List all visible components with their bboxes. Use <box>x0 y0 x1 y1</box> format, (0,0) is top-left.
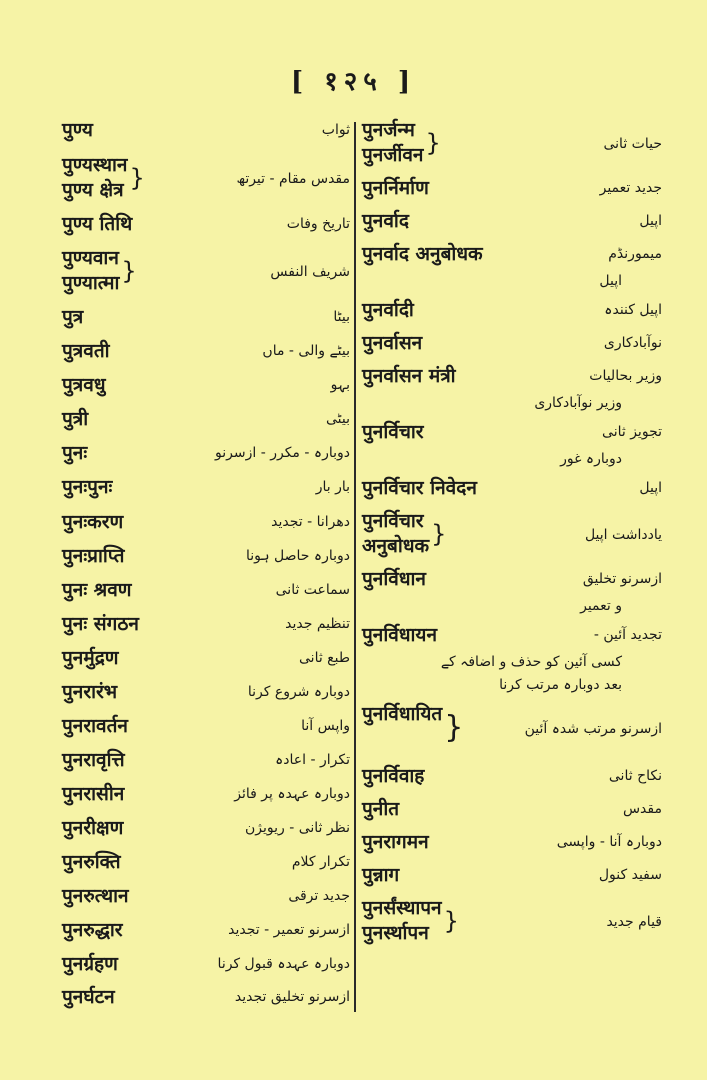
entry-terms <box>362 176 429 201</box>
entry-terms <box>362 331 422 356</box>
left-column <box>62 118 350 1018</box>
entry-terms <box>62 884 129 909</box>
entry-terms <box>62 985 115 1010</box>
urdu-gloss: ازسرنو تخلیق <box>582 571 662 587</box>
entry-terms <box>62 510 123 535</box>
dictionary-entry <box>362 863 662 888</box>
dictionary-entry <box>62 441 350 466</box>
urdu-gloss: حیات ثانی <box>603 135 662 152</box>
headword: पुनर्मुद्रण <box>62 647 119 669</box>
headword: अनुबोधक <box>362 535 430 557</box>
entry-terms <box>62 305 83 330</box>
dictionary-entry <box>62 884 350 909</box>
dictionary-entry <box>62 578 350 603</box>
urdu-gloss: دوبارہ شروع کرنا <box>247 684 350 700</box>
urdu-gloss: ازسرنو مرتب شدہ آئین <box>524 720 662 737</box>
headword: पुनरावृत्ति <box>62 749 125 771</box>
dictionary-entry <box>62 680 350 705</box>
headword: पुनः <box>62 442 88 464</box>
headword: पुनर्विचार <box>362 421 424 443</box>
brace-glyph: } <box>121 257 137 285</box>
entry-terms <box>362 702 442 727</box>
urdu-gloss: اپیل کنندہ <box>604 302 662 318</box>
brace-glyph: } <box>444 710 464 745</box>
urdu-gloss: تکرار کلام <box>291 854 350 870</box>
gloss-continuation: اپیل <box>599 273 622 289</box>
headword: पुण्य <box>62 119 93 141</box>
entry-terms <box>62 246 119 296</box>
headword: पुनरुक्ति <box>62 851 121 873</box>
urdu-gloss: ازسرنو تعمیر - تجدید <box>228 922 350 938</box>
dictionary-entry <box>362 364 662 389</box>
dictionary-entry <box>62 816 350 841</box>
urdu-gloss: سفید کنول <box>598 867 662 883</box>
headword: पुनीत <box>362 798 400 820</box>
dictionary-entry <box>62 985 350 1010</box>
entry-terms <box>62 646 119 671</box>
headword: पुनरारंभ <box>62 681 118 703</box>
entry-terms <box>62 212 132 237</box>
dictionary-entry <box>362 176 662 201</box>
dictionary-entry <box>62 952 350 977</box>
urdu-gloss: دوبارہ حاصل ہونا <box>245 548 350 564</box>
dictionary-entry <box>62 612 350 637</box>
headword: पुनर्ग्रहण <box>62 953 118 975</box>
dictionary-entry <box>62 510 350 535</box>
entry-terms <box>62 118 93 143</box>
headword: पुनरुद्धार <box>62 919 123 941</box>
dictionary-entry <box>62 339 350 364</box>
entry-terms <box>362 420 424 445</box>
urdu-gloss: تجدید آئین - <box>593 627 662 643</box>
dictionary-entry <box>362 209 662 234</box>
dictionary-entry <box>62 118 350 143</box>
urdu-gloss: اپیل <box>639 213 662 229</box>
entry-terms <box>62 850 121 875</box>
headword: पुत्रवती <box>62 340 110 362</box>
headword: पुण्य तिथि <box>62 213 133 235</box>
headword: पुनर्विधायन <box>362 624 437 646</box>
urdu-gloss: نظر ثانی - ریویژن <box>244 820 350 836</box>
dictionary-entry <box>362 764 662 789</box>
entry-terms <box>62 153 127 203</box>
entry-terms <box>362 567 426 592</box>
urdu-gloss: جدید تعمیر <box>599 180 662 196</box>
entry-terms <box>362 242 483 267</box>
brace-glyph: } <box>129 164 145 192</box>
brace-glyph: } <box>431 520 447 548</box>
headword: पुनर्जन्म <box>362 119 415 141</box>
urdu-gloss: میمورنڈم <box>608 246 662 262</box>
headword: पुत्र <box>62 306 84 328</box>
dictionary-entry <box>62 212 350 237</box>
headword: पुनर्वासन मंत्री <box>362 365 456 387</box>
dictionary-entry <box>62 246 350 296</box>
entry-terms <box>62 475 112 500</box>
gloss-continuation: وزیر نوآبادکاری <box>534 395 622 411</box>
headword: पुनर्जीवन <box>362 144 424 166</box>
urdu-gloss: مقدس مقام - تیرتھ <box>236 170 350 187</box>
headword: पुनःपुनः <box>62 476 113 498</box>
headword: पुनर्संस्थापन <box>362 897 442 919</box>
urdu-gloss: دوبارہ عہدہ پر فائز <box>234 786 350 802</box>
entry-terms <box>62 441 87 466</box>
urdu-gloss: نکاح ثانی <box>608 768 662 784</box>
headword: पुनर्विचार निवेदन <box>362 477 477 499</box>
gloss-continuation: دوبارہ غور <box>560 451 622 467</box>
headword: पुनर्वाद अनुबोधक <box>362 243 483 265</box>
dictionary-entry <box>62 714 350 739</box>
brace-glyph: } <box>425 129 441 157</box>
entry-terms <box>62 918 123 943</box>
urdu-gloss: اپیل <box>639 480 662 496</box>
dictionary-entry <box>362 331 662 356</box>
urdu-gloss: مقدس <box>622 801 662 817</box>
urdu-gloss: دوبارہ عہدہ قبول کرنا <box>217 956 350 972</box>
entry-terms <box>362 863 399 888</box>
dictionary-entry <box>362 702 662 754</box>
urdu-gloss: بیٹا <box>333 309 350 325</box>
urdu-gloss: شریف النفس <box>270 263 350 280</box>
headword: पुत्रवधु <box>62 374 106 396</box>
dictionary-entry <box>362 830 662 855</box>
dictionary-entry <box>62 153 350 203</box>
headword: पुन्नाग <box>362 864 400 886</box>
entry-terms <box>62 612 139 637</box>
headword: पुनरागमन <box>362 831 429 853</box>
dictionary-entry <box>62 748 350 773</box>
gloss-continuation: بعد دوبارہ مرتب کرنا <box>499 677 622 693</box>
urdu-gloss: قیام جدید <box>606 913 662 930</box>
page-number: [ १२५ ] <box>290 67 417 97</box>
headword: पुनर्वादी <box>362 299 414 321</box>
entry-terms <box>362 209 409 234</box>
headword: पुनर्स्थापन <box>362 922 429 944</box>
entry-terms <box>62 782 124 807</box>
entry-terms <box>62 578 132 603</box>
entry-terms <box>362 797 399 822</box>
urdu-gloss: طبع ثانی <box>299 650 350 666</box>
headword: पुण्यस्थान <box>62 154 128 176</box>
headword: पुनर्विचार <box>362 510 424 532</box>
dictionary-entry <box>362 420 662 445</box>
entry-terms <box>62 544 125 569</box>
dictionary-entry <box>62 475 350 500</box>
urdu-gloss: دوبارہ آنا - واپسی <box>556 834 662 850</box>
urdu-gloss: سماعت ثانی <box>275 582 350 598</box>
dictionary-entry <box>362 242 662 267</box>
headword: पुण्यवान <box>62 247 119 269</box>
headword: पुनः श्रवण <box>62 579 132 601</box>
dictionary-entry <box>362 567 662 592</box>
brace-glyph: } <box>443 907 459 935</box>
urdu-gloss: تنظیم جدید <box>285 616 350 632</box>
headword: पुनर्विधायित <box>362 703 443 725</box>
urdu-gloss: دھرانا - تجدید <box>271 514 350 530</box>
urdu-gloss: تاریخ وفات <box>286 216 350 232</box>
urdu-gloss: تکرار - اعادہ <box>275 752 350 768</box>
urdu-gloss: یادداشت اپیل <box>584 526 662 543</box>
headword: पुनरुत्थान <box>62 885 129 907</box>
headword: पुनर्वाद <box>362 210 409 232</box>
urdu-gloss: دوبارہ - مکرر - ازسرنو <box>215 445 350 461</box>
dictionary-entry <box>362 118 662 168</box>
entry-terms <box>362 830 429 855</box>
entry-terms <box>62 714 128 739</box>
headword: पुनः संगठन <box>62 613 139 635</box>
entry-terms <box>62 373 106 398</box>
headword: पुनर्विवाह <box>362 765 425 787</box>
headword: पुनरीक्षण <box>62 817 124 839</box>
dictionary-entry <box>62 544 350 569</box>
urdu-gloss: بیٹے والی - ماں <box>262 343 350 359</box>
headword: पुनर्विधान <box>362 568 426 590</box>
dictionary-entry <box>62 407 350 432</box>
entry-terms <box>362 476 477 501</box>
entry-terms <box>62 339 110 364</box>
entry-terms <box>62 407 88 432</box>
dictionary-entry <box>362 476 662 501</box>
headword: पुत्री <box>62 408 89 430</box>
dictionary-entry <box>62 373 350 398</box>
dictionary-entry <box>362 896 662 946</box>
right-column <box>362 118 662 954</box>
dictionary-entry <box>62 646 350 671</box>
urdu-gloss: بیٹی <box>325 411 350 427</box>
urdu-gloss: بار بار <box>315 479 350 495</box>
entry-terms <box>362 764 424 789</box>
entry-terms <box>362 298 414 323</box>
headword: पुण्यात्मा <box>62 272 120 294</box>
gloss-continuation: و تعمیر <box>580 598 622 614</box>
entry-terms <box>362 509 429 559</box>
gloss-continuation: کسی آئین کو حذف و اضافہ کے <box>440 654 622 670</box>
dictionary-entry <box>362 298 662 323</box>
urdu-gloss: بہو <box>330 377 350 393</box>
headword: पुनर्निर्माण <box>362 177 429 199</box>
entry-terms <box>362 364 456 389</box>
entry-terms <box>62 680 117 705</box>
dictionary-entry <box>62 918 350 943</box>
entry-terms <box>362 118 423 168</box>
entry-terms <box>362 896 442 946</box>
headword: पुनःप्राप्ति <box>62 545 125 567</box>
column-divider <box>354 122 356 1012</box>
dictionary-entry <box>362 623 662 648</box>
entry-terms <box>62 816 123 841</box>
headword: पुनरासीन <box>62 783 125 805</box>
dictionary-entry <box>62 305 350 330</box>
headword: पुनःकरण <box>62 511 124 533</box>
headword: पुण्य क्षेत्र <box>62 179 124 201</box>
entry-terms <box>62 748 125 773</box>
dictionary-entry <box>62 782 350 807</box>
urdu-gloss: تجویز ثانی <box>602 424 662 440</box>
headword: पुनर्वासन <box>362 332 423 354</box>
headword: पुनरावर्तन <box>62 715 128 737</box>
urdu-gloss: واپس آنا <box>301 718 350 734</box>
entry-terms <box>362 623 437 648</box>
urdu-gloss: وزیر بحالیات <box>589 368 662 384</box>
urdu-gloss: جدید ترقی <box>288 888 350 904</box>
entry-terms <box>62 952 118 977</box>
urdu-gloss: نوآبادکاری <box>603 335 662 351</box>
dictionary-entry <box>362 509 662 559</box>
urdu-gloss: ثواب <box>321 122 350 138</box>
dictionary-entry <box>62 850 350 875</box>
headword: पुनर्घटन <box>62 986 115 1008</box>
urdu-gloss: ازسرنو تخلیق تجدید <box>234 989 350 1005</box>
dictionary-entry <box>362 797 662 822</box>
